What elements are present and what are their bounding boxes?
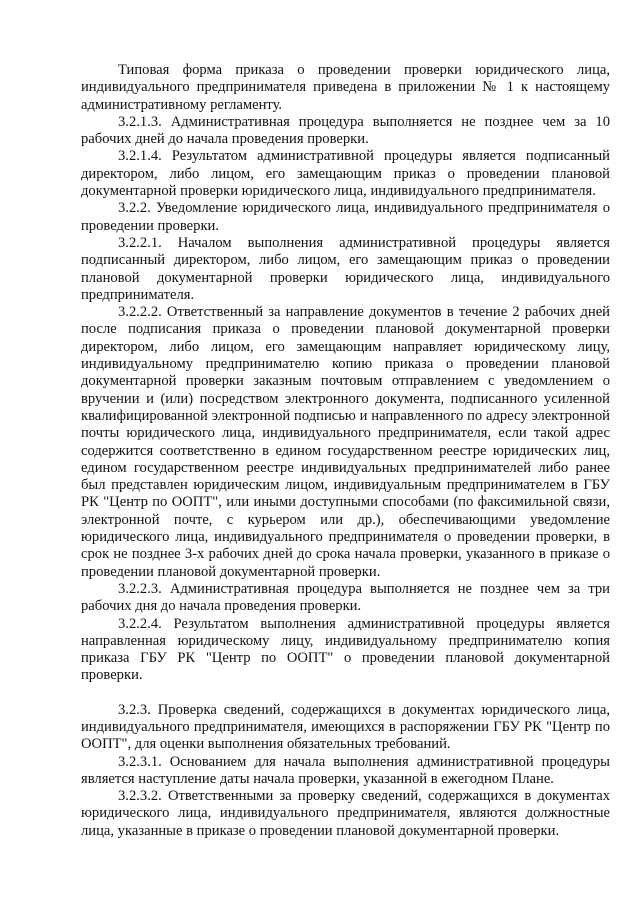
paragraph-3-2-1-4: 3.2.1.4. Результатом административной процедуры является подписанный директором, либо лицом, его замещающим приказ о проведении плановой документарной проверки юридического лица, индивидуального предпринимателя. <box>81 148 610 200</box>
paragraph-3-2-1-3: 3.2.1.3. Административная процедура выполняется не позднее чем за 10 рабочих дней до начала проведения проверки. <box>81 113 610 148</box>
paragraph-3-2-3-2: 3.2.3.2. Ответственными за проверку сведений, содержащихся в документах юридического лица, индивидуального предпринимателя, являются должностные лица, указанные в приказе о проведении плановой документарной проверки. <box>81 788 610 839</box>
paragraph-order-form: Типовая форма приказа о проведении проверки юридического лица, индивидуального предпринимателя приведена в приложении № 1 к настоящему административному регламенту. <box>81 62 610 113</box>
paragraph-3-2-3-1: 3.2.3.1. Основанием для начала выполнения административной процедуры является наступление даты начала проверки, указанной в ежегодном Плане. <box>81 753 610 787</box>
document-page <box>81 62 610 840</box>
paragraph-3-2-2-3: 3.2.2.3. Административная процедура выполняется не позднее чем за три рабочих дня до начала проведения проверки. <box>81 580 610 615</box>
paragraph-3-2-3: 3.2.3. Проверка сведений, содержащихся в документах юридического лица, индивидуального предпринимателя, имеющихся в распоряжении ГБУ РК "Центр по ООПТ", для оценки выполнения обязательных требований. <box>81 701 610 753</box>
section-spacer <box>81 685 610 702</box>
paragraph-3-2-2-2: 3.2.2.2. Ответственный за направление документов в течение 2 рабочих дней после подписания приказа о проведении плановой документарной проверки директором, либо лицом, его замещающим направляет юридическому лицу, индивидуальному предпринимателю копию приказа о проведении плановой документарной проверки заказным почтовым отправлением с уведомлением о вручении и (или) посредством электронного документа, подписанного усиленной квалифицированной электронной подписью и направленного по адресу электронной почты юридического лица, индивидуального предпринимателя, если такой адрес содержится соответственно в едином государственном реестре юридических лиц, едином государственном реестре индивидуальных предпринимателей либо ранее был представлен юридическим лицом, индивидуальным предпринимателем в ГБУ РК "Центр по ООПТ", или иными доступными способами (по факсимильной связи, электронной почте, с курьером или др.), обеспечивающими уведомление юридического лица, индивидуального предпринимателя о проведении проверки, в срок не позднее 3-х рабочих дней до срока начала проверки, указанного в приказе о проведении плановой документарной проверки. <box>81 304 610 580</box>
paragraph-3-2-2-1: 3.2.2.1. Началом выполнения административной процедуры является подписанный директором, либо лицом, его замещающим приказ о проведении плановой документарной проверки юридического лица, индивидуального предпринимателя. <box>81 234 610 303</box>
paragraph-3-2-2-4: 3.2.2.4. Результатом выполнения административной процедуры является направленная юридическому лицу, индивидуальному предпринимателю копия приказа ГБУ РК "Центр по ООПТ" о проведении плановой документарной проверки. <box>81 615 610 684</box>
paragraph-3-2-2: 3.2.2. Уведомление юридического лица, индивидуального предпринимателя о проведении проверки. <box>81 200 610 234</box>
